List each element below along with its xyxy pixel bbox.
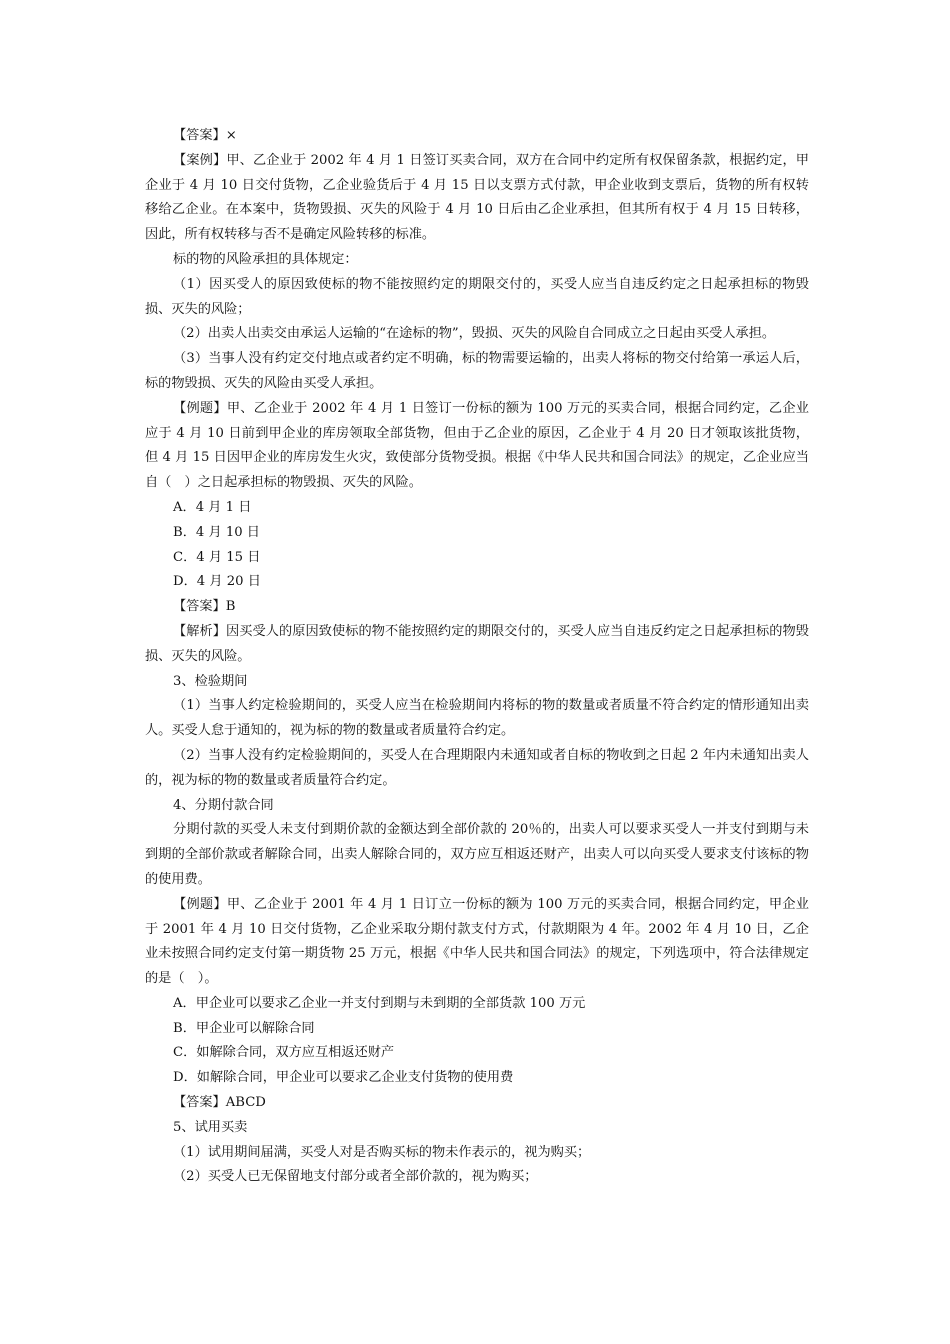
- option-a: A．4 月 1 日: [173, 499, 252, 515]
- option-b: B．4 月 10 日: [173, 524, 260, 540]
- document-body: [145, 124, 809, 1190]
- example-question-1: 【例题】甲、乙企业于 2002 年 4 月 1 日签订一份标的额为 100 万元的买卖合同，根据合同约定，乙企业应于 4 月 10 日前到甲企业的库房领取全部货物，但由于乙企业的原因，乙企业于 4 月 20 日才领取该批货物，但 4 月 15 日因甲企业的库房发生火灾，致使部分货物受损。根据《中华人民共和国合同法》的规定，乙企业应当自（ ）之日起承担标的物毁损、灭失的风险。: [145, 400, 809, 491]
- risk-rules-heading: 标的物的风险承担的具体规定：: [173, 251, 358, 267]
- trial-sale-rule-1: （1）试用期间届满，买受人对是否购买标的物未作表示的，视为购买；: [173, 1144, 591, 1160]
- answer-line: 【答案】×: [173, 128, 237, 143]
- inspection-rule-2: （2）当事人没有约定检验期间的，买受人在合理期限内未通知或者自标的物收到之日起 2 年内未通知出卖人的，视为标的物的数量或者质量符合约定。: [145, 747, 809, 788]
- answer-line: 【答案】ABCD: [173, 1095, 266, 1111]
- option-b: B．甲企业可以解除合同: [173, 1020, 315, 1036]
- section-heading-installment: 4、分期付款合同: [173, 797, 274, 813]
- risk-rule-2: （2）出卖人出卖交由承运人运输的“在途标的物”，毁损、灭失的风险自合同成立之日起由买受人承担。: [173, 326, 776, 342]
- option-c: C．4 月 15 日: [173, 549, 261, 565]
- risk-rule-1: （1）因买受人的原因致使标的物不能按照约定的期限交付的，买受人应当自违反约定之日起承担标的物毁损、灭失的风险；: [145, 276, 809, 317]
- section-heading-inspection: 3、检验期间: [173, 673, 248, 689]
- case-paragraph: 【案例】甲、乙企业于 2002 年 4 月 1 日签订买卖合同，双方在合同中约定所有权保留条款，根据约定，甲企业于 4 月 10 日交付货物，乙企业验货后于 4 月 15 日以支票方式付款，甲企业收到支票后，货物的所有权转移给乙企业。在本案中，货物毁损、灭失的风险于 4 月 10 日后由乙企业承担，但其所有权于 4 月 15 日转移，因此，所有权转移与否不是确定风险转移的标准。: [145, 152, 809, 243]
- option-a: A．甲企业可以要求乙企业一并支付到期与未到期的全部货款 100 万元: [173, 995, 586, 1011]
- option-c: C．如解除合同，双方应互相返还财产: [173, 1045, 395, 1061]
- answer-line: 【答案】B: [173, 599, 236, 615]
- risk-rule-3: （3）当事人没有约定交付地点或者约定不明确，标的物需要运输的，出卖人将标的物交付给第一承运人后，标的物毁损、灭失的风险由买受人承担。: [145, 351, 809, 391]
- example-question-2: 【例题】甲、乙企业于 2001 年 4 月 1 日订立一份标的额为 100 万元的买卖合同，根据合同约定，甲企业于 2001 年 4 月 10 日交付货物，乙企业采取分期付款支付方式，付款期限为 4 年。2002 年 4 月 10 日，乙企业未按照合同约定支付第一期货物 25 万元，根据《中华人民共和国合同法》的规定，下列选项中，符合法律规定的是（ ）。: [145, 896, 809, 987]
- section-heading-trial-sale: 5、试用买卖: [173, 1119, 248, 1135]
- inspection-rule-1: （1）当事人约定检验期间的，买受人应当在检验期间内将标的物的数量或者质量不符合约定的情形通知出卖人。买受人怠于通知的，视为标的物的数量或者质量符合约定。: [145, 698, 809, 739]
- option-d: D．4 月 20 日: [173, 574, 261, 590]
- installment-paragraph: 分期付款的买受人未支付到期价款的金额达到全部价款的 20％的，出卖人可以要求买受人一并支付到期与未到期的全部价款或者解除合同，出卖人解除合同的，双方应互相返还财产，出卖人可以向买受人要求支付该标的物的使用费。: [145, 822, 809, 887]
- trial-sale-rule-2: （2）买受人已无保留地支付部分或者全部价款的，视为购买；: [173, 1169, 538, 1185]
- analysis-paragraph: 【解析】因买受人的原因致使标的物不能按照约定的期限交付的，买受人应当自违反约定之日起承担标的物毁损、灭失的风险。: [145, 623, 809, 664]
- option-d: D．如解除合同，甲企业可以要求乙企业支付货物的使用费: [173, 1070, 514, 1086]
